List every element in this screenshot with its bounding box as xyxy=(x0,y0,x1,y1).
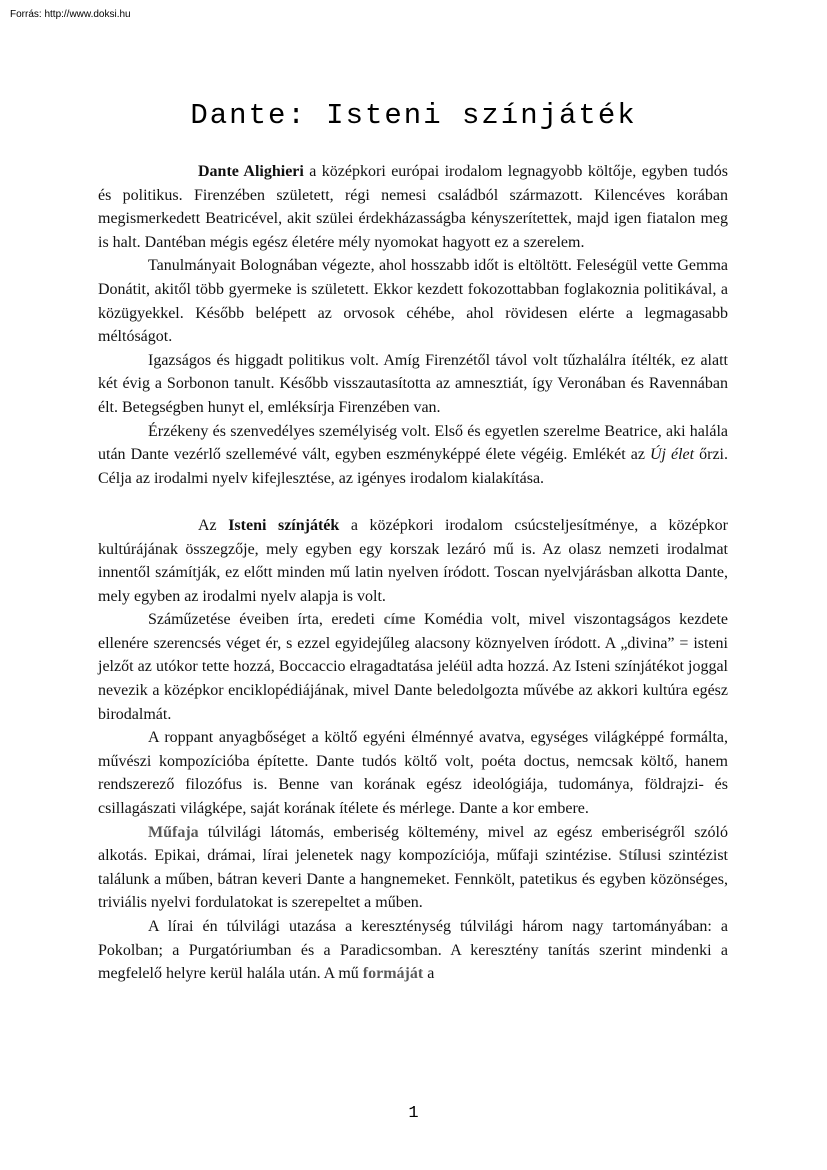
paragraph-4 xyxy=(98,420,728,491)
document-body xyxy=(98,160,728,986)
paragraph-5-text-a: Az xyxy=(198,516,229,534)
paragraph-6-text-b: Komédia volt, mivel viszontagságos kezdete ellenére szerencsés véget ér, s ezzel egyidejűleg alacsony köznyelven íródott. A „divina” = isteni jelzőt az utókor tette hozzá, Boccaccio elragadtatása jeléül adta hozzá. Az Isteni színjátékot joggal nevezik a középkor enciklopédiájának, mivel Dante beledolgozta művébe az akkori kultúra egész birodalmát. xyxy=(98,611,729,723)
italic-title-uj-elet: Új élet xyxy=(649,446,695,464)
paragraph-2: Tanulmányait Bolognában végezte, ahol hosszabb időt is eltöltött. Feleségül vette Gemma Donátit, akitől több gyermeke is született. Ekkor kezdett fokozottabban foglakoznia politikával, a közügyekkel. Később belépett az orvosok céhébe, ahol rövidesen elérte a legmagasabb méltóságot. xyxy=(98,257,728,346)
bold-term-dante: Dante Alighieri xyxy=(198,163,304,180)
page-number: 1 xyxy=(408,1104,419,1123)
source-line: Forrás: http://www.doksi.hu xyxy=(10,9,131,20)
paragraph-8-text-a: túlvilági látomás, emberiség költemény, mivel az egész emberiségről szóló alkotás. Epikai, drámai, lírai jelenetek nagy kompozíciója, műfaji szintézise. xyxy=(98,823,728,865)
page-title: Dante: Isteni színjáték xyxy=(190,99,637,132)
paragraph-6-text-a: Száműzetése éveiben írta, eredeti xyxy=(148,611,384,629)
highlight-formajat: formáját xyxy=(362,965,424,983)
paragraph-7: A roppant anyagbőséget a költő egyéni élménnyé avatva, egységes világképpé formálta, művészi kompozícióba építette. Dante tudós költő volt, poéta doctus, nemcsak költő, hanem rendszerező filozófus is. Benne van korának egész ideológiája, tudománya, földrajzi- és csillagászati világképe, saját korának ítélete és mérlege. Dante a kor embere. xyxy=(98,729,728,818)
paragraph-3: Igazságos és higgadt politikus volt. Amíg Firenzétől távol volt tűzhalálra ítélték, ez alatt két évig a Sorbonon tanult. Később visszautasította az amnesztiát, így Veronában és Ravennában élt. Betegségben hunyt el, emléksírja Firenzében van. xyxy=(98,351,728,416)
bold-term-isteni-szinjatek: Isteni színjáték xyxy=(228,516,340,534)
highlight-cime: címe xyxy=(383,611,416,629)
paragraph-4-text-b: őrzi. Célja az irodalmi nyelv kifejlesztése, az igényes irodalom kialakítása. xyxy=(98,446,728,487)
paragraph-5-text-b: a középkori irodalom csúcsteljesítménye, a középkor kultúrájának összegzője, mely egyben egy korszak lezáró mű is. Az olasz nemzeti irodalmat innentől számítják, ez előtt minden mű latin nyelven íródott. Toscan nyelvjárásban alkotta Dante, mely egyben az irodalmi nyelv alapja is volt. xyxy=(98,516,729,605)
highlight-mufaja: Műfaja xyxy=(148,823,199,841)
paragraph-5 xyxy=(98,514,728,608)
paragraph-9 xyxy=(98,915,728,986)
paragraph-1 xyxy=(98,160,728,254)
paragraph-4-text-a: Érzékeny és szenvedélyes személyiség volt. Első és egyetlen szerelme Beatrice, aki halála után Dante vezérlő szellemévé vált, egyben eszményképpé élete végéig. Emlékét az xyxy=(98,422,728,464)
paragraph-8-text-b: i szintézist találunk a műben, bátran keveri Dante a hangnemeket. Fennkölt, patetikus és egyben közönséges, triviális nyelvi fordulatokat is szerepeltet a műben. xyxy=(98,847,728,912)
paragraph-6 xyxy=(98,608,728,726)
highlight-stilus: Stílus xyxy=(618,847,657,865)
paragraph-8 xyxy=(98,821,728,915)
paragraph-9-text-b: a xyxy=(423,965,435,983)
paragraph-9-text-a: A lírai én túlvilági utazása a kereszténység túlvilági három nagy tartományában: a Pokolban; a Purgatóriumban és a Paradicsomban. A keresztény tanítás szerint mindenki a megfelelő helyre kerül halála után. A mű xyxy=(98,918,728,983)
paragraph-1-text: a középkori európai irodalom legnagyobb költője, egyben tudós és politikus. Firenzében született, régi nemesi családból származott. Kilencéves korában megismerkedett Beatricével, akit szülei érdekházasságba kényszerítettek, majd igen fiatalon meg is halt. Dantéban mégis egész életére mély nyomokat hagyott ez a szerelem. xyxy=(98,163,729,251)
